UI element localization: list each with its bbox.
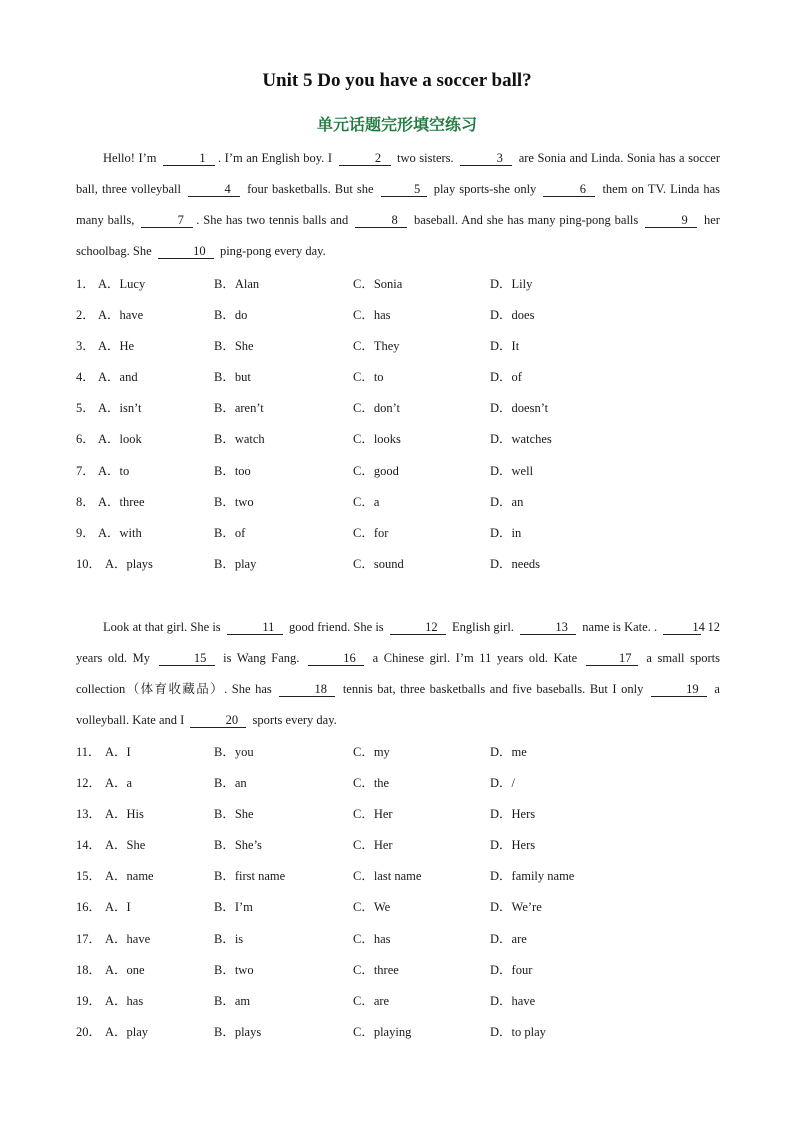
- question-row: [76, 424, 720, 455]
- option-b[interactable]: B．I’m: [214, 900, 253, 915]
- question-row: [76, 986, 720, 1017]
- option-a[interactable]: A．and: [98, 370, 138, 385]
- option-b[interactable]: B．watch: [214, 432, 265, 447]
- option-c[interactable]: C．last name: [353, 869, 422, 884]
- option-c[interactable]: C．has: [353, 308, 391, 323]
- question-row: [76, 830, 720, 861]
- option-a[interactable]: A．have: [98, 308, 144, 323]
- question-row: [76, 300, 720, 331]
- options-list-1: [76, 269, 720, 580]
- passage-text: four basketballs. But she: [243, 182, 378, 196]
- passage-text: . She has two tennis balls and: [196, 213, 353, 227]
- option-c[interactable]: C．playing: [353, 1024, 412, 1039]
- passage-text: sports every day.: [249, 713, 337, 727]
- blank-9[interactable]: 9: [645, 213, 697, 228]
- option-b[interactable]: B．She’s: [214, 838, 262, 853]
- option-b[interactable]: B．too: [214, 463, 251, 478]
- blank-13[interactable]: 13: [520, 620, 576, 635]
- question-number: 8．: [76, 494, 95, 509]
- option-d[interactable]: D．in: [490, 525, 522, 540]
- option-c[interactable]: C．has: [353, 931, 391, 946]
- option-c[interactable]: C．Her: [353, 807, 393, 822]
- blank-3[interactable]: 3: [460, 151, 512, 166]
- option-a[interactable]: A．has: [105, 993, 144, 1008]
- blank-18[interactable]: 18: [279, 682, 335, 697]
- question-number: 3．: [76, 339, 95, 354]
- question-number: 19．: [76, 993, 102, 1008]
- option-d[interactable]: D．to play: [490, 1024, 546, 1039]
- blank-11[interactable]: 11: [227, 620, 283, 635]
- question-row: [76, 1017, 720, 1048]
- passage-2: [76, 612, 720, 736]
- option-d[interactable]: D．Lily: [490, 277, 533, 291]
- option-a[interactable]: A．I: [105, 900, 131, 915]
- option-c[interactable]: C．They: [353, 339, 400, 354]
- blank-5[interactable]: 5: [381, 182, 427, 197]
- options-list-2: [76, 737, 720, 1048]
- question-number: 18．: [76, 962, 102, 977]
- question-row: [76, 892, 720, 923]
- option-c[interactable]: C．to: [353, 370, 384, 385]
- question-row: [76, 362, 720, 393]
- blank-10[interactable]: 10: [158, 244, 214, 259]
- question-number: 17．: [76, 931, 102, 946]
- question-number: 16．: [76, 900, 102, 915]
- option-b[interactable]: B．first name: [214, 869, 286, 884]
- option-b[interactable]: B．do: [214, 308, 248, 323]
- passage-text: 12 years old. My: [76, 620, 720, 665]
- passage-text: Look at that girl. She is: [103, 620, 224, 634]
- option-c[interactable]: C．a: [353, 494, 380, 509]
- blank-6[interactable]: 6: [543, 182, 595, 197]
- question-number: 5．: [76, 401, 95, 416]
- blank-1[interactable]: 1: [163, 151, 215, 166]
- option-a[interactable]: A．She: [105, 838, 146, 853]
- option-a[interactable]: A．name: [105, 869, 154, 884]
- option-d[interactable]: D．watches: [490, 432, 552, 447]
- question-row: [76, 924, 720, 955]
- question-row: [76, 487, 720, 518]
- option-a[interactable]: A．plays: [105, 556, 153, 571]
- option-a[interactable]: A．He: [98, 339, 135, 354]
- passage-text: is Wang Fang.: [217, 651, 306, 665]
- question-number: 20．: [76, 1024, 102, 1039]
- option-c[interactable]: C．Sonia: [353, 277, 403, 291]
- option-d[interactable]: D．well: [490, 463, 534, 478]
- passage-text: play sports-she only: [429, 182, 541, 196]
- question-row: [76, 518, 720, 549]
- option-b[interactable]: B．of: [214, 525, 246, 540]
- question-number: 11．: [76, 745, 101, 759]
- option-a[interactable]: A．I: [105, 745, 131, 759]
- page-subtitle: 单元话题完形填空练习: [316, 115, 477, 134]
- option-c[interactable]: C．sound: [353, 556, 404, 571]
- option-b[interactable]: B．an: [214, 776, 247, 791]
- question-number: 6．: [76, 432, 95, 447]
- option-d[interactable]: D．It: [490, 339, 520, 354]
- option-d[interactable]: D．needs: [490, 556, 540, 571]
- option-d[interactable]: D．an: [490, 494, 524, 509]
- question-number: 10．: [76, 556, 102, 571]
- option-d[interactable]: D．me: [490, 745, 527, 759]
- option-d[interactable]: D．/: [490, 776, 516, 791]
- passage-text: English girl.: [448, 620, 518, 634]
- option-a[interactable]: A．isn’t: [98, 401, 142, 416]
- option-a[interactable]: A．a: [105, 776, 133, 791]
- option-c[interactable]: C．good: [353, 463, 399, 478]
- blank-2[interactable]: 2: [339, 151, 391, 166]
- passage-text: a Chinese girl. I’m 11 years old. Kate: [367, 651, 583, 665]
- question-number: 2．: [76, 308, 95, 323]
- option-a[interactable]: A．look: [98, 432, 142, 447]
- passage-text: baseball. And she has many ping-pong balls: [410, 213, 643, 227]
- passage-text: are Sonia and Linda. Sonia has a soccer ball, three volleyball: [76, 151, 721, 196]
- option-b[interactable]: B．Alan: [214, 277, 260, 291]
- option-d[interactable]: D．Hers: [490, 807, 536, 822]
- question-row: [76, 456, 720, 487]
- blank-14[interactable]: 14: [663, 620, 701, 635]
- passage-text: a small sports collection（体育收藏品）. She has: [76, 651, 720, 696]
- option-d[interactable]: D．of: [490, 370, 522, 385]
- option-d[interactable]: D．have: [490, 993, 536, 1008]
- question-row: [76, 393, 720, 424]
- option-d[interactable]: D．We’re: [490, 900, 542, 915]
- blank-4[interactable]: 4: [188, 182, 240, 197]
- option-b[interactable]: B．but: [214, 370, 251, 385]
- passage-1: [76, 143, 720, 267]
- passage-text: tennis bat, three basketballs and five baseballs. But I only: [338, 682, 648, 696]
- passage-text: good friend. She is: [285, 620, 387, 634]
- option-d[interactable]: D．are: [490, 931, 527, 946]
- option-c[interactable]: C．don’t: [353, 401, 400, 416]
- option-d[interactable]: D．four: [490, 962, 533, 977]
- passage-text: a volleyball. Kate and I: [76, 682, 720, 727]
- passage-text: two sisters.: [393, 151, 458, 165]
- option-b[interactable]: B．two: [214, 962, 254, 977]
- option-c[interactable]: C．for: [353, 525, 389, 540]
- option-d[interactable]: D．family name: [490, 869, 575, 884]
- question-number: 4．: [76, 370, 95, 385]
- option-d[interactable]: D．does: [490, 308, 535, 323]
- option-b[interactable]: B．She: [214, 339, 254, 354]
- option-c[interactable]: C．the: [353, 776, 390, 791]
- blank-17[interactable]: 17: [586, 651, 638, 666]
- option-a[interactable]: A．play: [105, 1024, 149, 1039]
- question-row: [76, 861, 720, 892]
- question-number: 13．: [76, 807, 102, 822]
- question-number: 7．: [76, 463, 95, 478]
- option-b[interactable]: B．two: [214, 494, 254, 509]
- option-d[interactable]: D．doesn’t: [490, 401, 549, 416]
- question-row: [76, 549, 720, 580]
- question-number: 15．: [76, 869, 102, 884]
- question-row: [76, 768, 720, 799]
- passage-text: them on TV. Linda has many balls,: [76, 182, 721, 227]
- question-row: [76, 955, 720, 986]
- passage-text: ping-pong every day.: [216, 244, 326, 258]
- blank-12[interactable]: 12: [390, 620, 446, 635]
- passage-text: Hello! I’m: [103, 151, 161, 165]
- option-b[interactable]: B．She: [214, 807, 254, 822]
- option-b[interactable]: B．am: [214, 993, 251, 1008]
- question-number: 9．: [76, 525, 95, 540]
- option-d[interactable]: D．Hers: [490, 838, 536, 853]
- option-c[interactable]: C．looks: [353, 432, 401, 447]
- option-a[interactable]: A．with: [98, 525, 142, 540]
- blank-15[interactable]: 15: [159, 651, 215, 666]
- passage-text: name is Kate. .: [579, 620, 661, 634]
- option-a[interactable]: A．to: [98, 463, 130, 478]
- option-c[interactable]: C．three: [353, 962, 399, 977]
- option-a[interactable]: A．three: [98, 494, 145, 509]
- page-title: Unit 5 Do you have a soccer ball?: [262, 70, 532, 91]
- option-a[interactable]: A．His: [105, 807, 144, 822]
- question-row: [76, 331, 720, 362]
- blank-20[interactable]: 20: [190, 713, 246, 728]
- option-b[interactable]: B．aren’t: [214, 401, 264, 416]
- question-number: 14．: [76, 838, 102, 853]
- question-row: [76, 269, 720, 300]
- question-number: 12．: [76, 776, 102, 791]
- option-b[interactable]: B．play: [214, 556, 257, 571]
- option-c[interactable]: C．my: [353, 745, 390, 759]
- option-c[interactable]: C．Her: [353, 838, 393, 853]
- option-a[interactable]: A．Lucy: [98, 277, 146, 291]
- option-b[interactable]: B．is: [214, 931, 244, 946]
- question-number: 1．: [76, 277, 95, 291]
- option-c[interactable]: C．are: [353, 993, 390, 1008]
- option-c[interactable]: C．We: [353, 900, 391, 915]
- passage-text: her schoolbag. She: [76, 213, 720, 258]
- option-b[interactable]: B．plays: [214, 1024, 262, 1039]
- question-row: [76, 799, 720, 830]
- option-a[interactable]: A．one: [105, 962, 145, 977]
- option-b[interactable]: B．you: [214, 745, 254, 759]
- option-a[interactable]: A．have: [105, 931, 151, 946]
- blank-8[interactable]: 8: [355, 213, 407, 228]
- blank-7[interactable]: 7: [141, 213, 193, 228]
- blank-19[interactable]: 19: [651, 682, 707, 697]
- question-row: [76, 737, 720, 768]
- blank-16[interactable]: 16: [308, 651, 364, 666]
- passage-text: . I’m an English boy. I: [218, 151, 336, 165]
